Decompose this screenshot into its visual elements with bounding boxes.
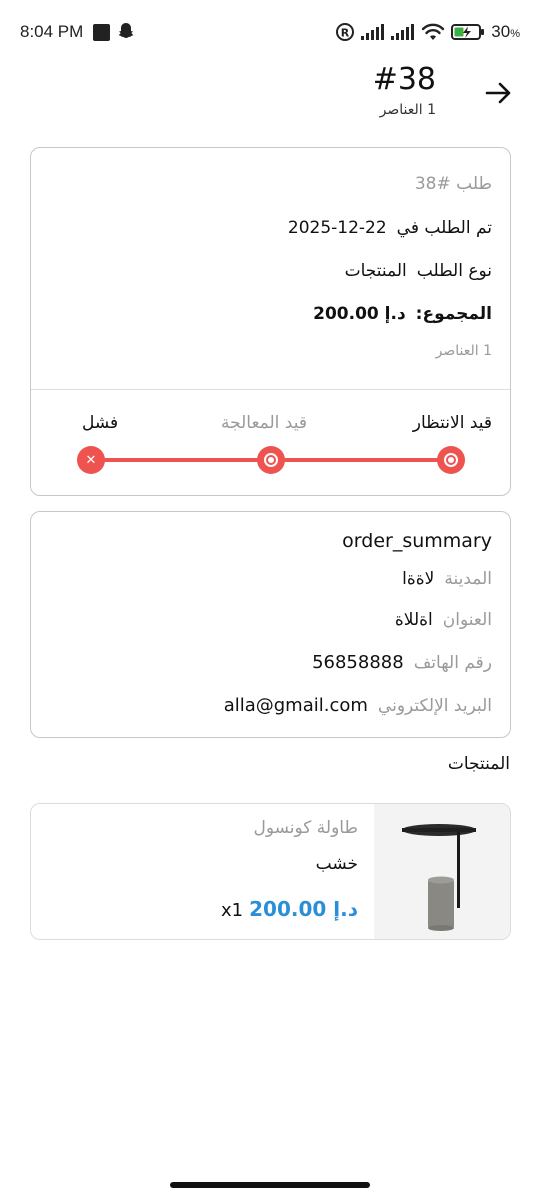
order-info-card	[30, 147, 511, 496]
product-card[interactable]	[30, 803, 511, 940]
product-price: د.إ 200.00	[249, 897, 358, 921]
step-dot-pending	[437, 446, 465, 474]
email-row	[224, 695, 492, 716]
radio-dot-icon	[444, 453, 458, 467]
wifi-icon	[421, 22, 445, 42]
order-total-label: المجموع:	[415, 304, 492, 324]
step-label-pending: قيد الانتظار	[412, 413, 492, 433]
home-indicator[interactable]	[170, 1182, 370, 1188]
phone-label: رقم الهاتف	[413, 653, 492, 673]
order-total-value: د.إ 200.00	[313, 304, 406, 324]
step-label-processing: قيد المعالجة	[221, 413, 307, 433]
address-value: اةللاة	[394, 610, 433, 630]
order-date-row	[288, 218, 492, 238]
console-table-image	[374, 804, 510, 939]
radio-dot-icon	[264, 453, 278, 467]
summary-title: order_summary	[342, 530, 492, 552]
close-icon: ✕	[85, 452, 97, 468]
order-summary-card	[30, 511, 511, 738]
signal-icon	[361, 23, 385, 41]
battery-percent: 30%	[491, 22, 520, 41]
order-type-row	[345, 261, 492, 281]
order-header	[0, 60, 540, 130]
signal-icon	[391, 23, 415, 41]
status-time: 8:04 PM	[20, 22, 84, 41]
order-date-value: 2025-12-22	[287, 218, 387, 238]
step-dot-failed	[77, 446, 105, 474]
phone-row	[312, 652, 492, 673]
snapchat-icon	[117, 22, 135, 41]
product-quantity: x1	[221, 900, 244, 921]
product-price-row	[221, 897, 358, 921]
item-count: 1 العناصر	[379, 102, 436, 118]
step-label-failed: فشل	[82, 413, 119, 433]
svg-text:R: R	[341, 26, 350, 40]
page-title: #38	[372, 62, 436, 97]
email-label: البريد الإلكتروني	[377, 696, 492, 716]
products-heading: المنتجات	[447, 754, 510, 774]
notification-square-icon	[93, 24, 110, 41]
order-type-label: نوع الطلب	[416, 261, 492, 281]
registered-icon	[335, 22, 355, 42]
product-name: طاولة كونسول	[253, 818, 358, 838]
order-total-row	[313, 304, 492, 324]
city-row	[402, 569, 492, 589]
order-type-value: المنتجات	[344, 261, 407, 281]
status-icons	[335, 20, 520, 44]
battery-charging-icon	[451, 23, 485, 41]
city-label: المدينة	[444, 569, 492, 589]
back-button[interactable]	[482, 76, 516, 110]
divider	[31, 389, 510, 390]
status-bar	[0, 0, 540, 64]
product-material: خشب	[315, 854, 358, 874]
address-label: العنوان	[442, 610, 492, 630]
order-items-count: 1 العناصر	[435, 343, 492, 359]
email-value: alla@gmail.com	[223, 695, 368, 716]
order-date-label: تم الطلب في	[396, 218, 492, 238]
address-row	[395, 610, 492, 630]
phone-value: 56858888	[312, 652, 404, 673]
order-number: طلب #38	[414, 174, 492, 194]
step-dot-processing	[257, 446, 285, 474]
arrow-right-icon	[485, 81, 513, 105]
city-value: لاةةا	[402, 569, 435, 589]
